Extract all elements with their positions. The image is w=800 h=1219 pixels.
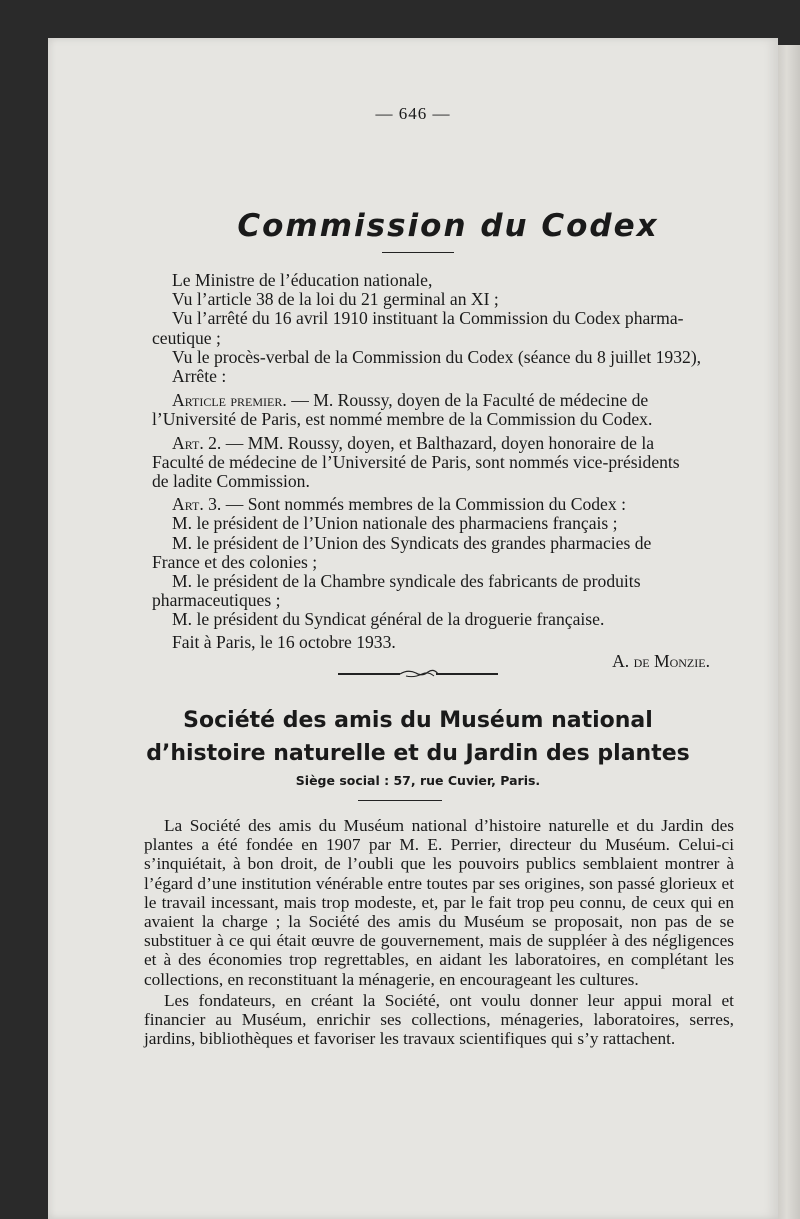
text-line: Vu l’arrêté du 16 avril 1910 instituant la Commission du Codex pharma-: [172, 308, 684, 329]
document-page: [48, 38, 778, 1219]
subtitle-underline: [358, 800, 442, 801]
section1-body: [152, 271, 740, 671]
date-line: Fait à Paris, le 16 octobre 1933.: [172, 631, 396, 652]
article-1: Article premier. — M. Roussy, doyen de la Faculté de médecine de: [172, 390, 649, 411]
text-line: M. le président de l’Union des Syndicats des grandes pharmacies de: [172, 532, 652, 553]
text-line: Le Ministre de l’éducation nationale,: [172, 270, 433, 290]
signature: A. de Monzie.: [612, 650, 710, 671]
article-3: Art. 3. — Sont nommés membres de la Commission du Codex :: [172, 494, 626, 515]
paragraph: Les fondateurs, en créant la Société, ont voulu donner leur appui moral et financier au Muséum, enrichir ses collections, ménageries, laboratoires, serres, jardins, bibliothèques et favoriser les travaux scientifiques qui s’y rattachent.: [144, 990, 734, 1049]
text-line: de ladite Commission.: [152, 471, 310, 492]
text-line: Vu l’article 38 de la loi du 21 germinal an XI ;: [172, 289, 499, 310]
text-line: Vu le procès-verbal de la Commission du Codex (séance du 8 juillet 1932),: [172, 346, 702, 367]
article-label: Article premier.: [172, 390, 287, 411]
text-line: M. le président du Syndicat général de la droguerie française.: [172, 609, 605, 630]
ornament-divider: [338, 666, 498, 680]
text-line: M. le président de l’Union nationale des pharmaciens français ;: [172, 513, 618, 534]
article-label: Art. 3.: [172, 494, 222, 515]
title-underline: [382, 252, 454, 253]
page-number: — 646 —: [375, 104, 451, 123]
text-line: l’Université de Paris, est nommé membre de la Commission du Codex.: [152, 409, 653, 430]
text-line: Arrête :: [172, 366, 227, 387]
text-line: Faculté de médecine de l’Université de Paris, sont nommés vice-présidents: [152, 451, 680, 472]
text-line: pharmaceutiques ;: [152, 590, 281, 611]
article-2: Art. 2. — MM. Roussy, doyen, et Balthazard, doyen honoraire de la: [172, 432, 655, 453]
section1-title: Commission du Codex: [237, 208, 659, 244]
section2-title: Société des amis du Muséum national d’histoire naturelle et du Jardin des plantes: [146, 708, 690, 766]
section2-body: [144, 816, 734, 1048]
text-line: France et des colonies ;: [152, 551, 318, 572]
siege-social: Siège social : 57, rue Cuvier, Paris.: [295, 773, 541, 788]
next-page-edge: [778, 45, 800, 1219]
text-line: ceutique ;: [152, 327, 221, 348]
text-line: M. le président de la Chambre syndicale des fabricants de produits: [172, 571, 641, 592]
paragraph: La Société des amis du Muséum national d’histoire naturelle et du Jardin des plantes a été fondée en 1907 par M. E. Perrier, directeur du Muséum. Celui-ci s’inquiétait, à bon droit, de l’oubli que les pouvoirs publics semblaient montrer à l’égard d’une institution vénérable entre toutes par ses origines, son passé glorieux et le travail incessant, mais trop modeste, et, par le fait trop peu connu, de ceux qui en avaient la charge ; la Société des amis du Muséum se proposait, non pas de se substituer à ce qui était œuvre de gouvernement, mais de suppléer à des négligences et à des économies trop regrettables, en aidant les laboratoires, en complétant les collections, en reconstituant la ménagerie, en encourageant les cultures.: [144, 816, 734, 989]
article-label: Art. 2.: [172, 432, 222, 453]
